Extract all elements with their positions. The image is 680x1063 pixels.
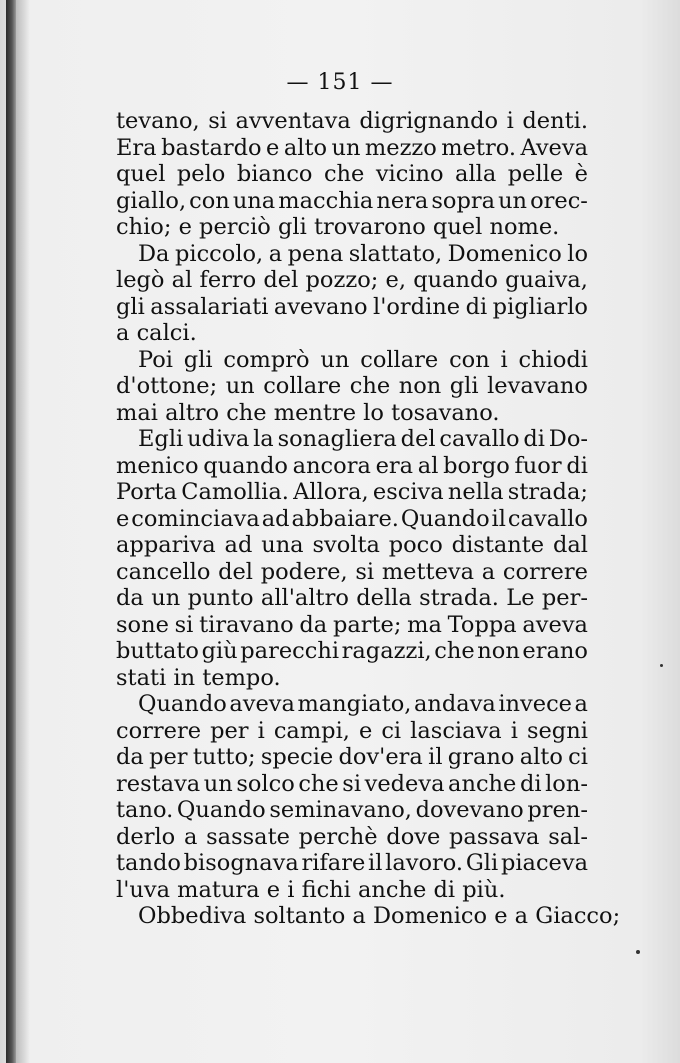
text-line: d'ottone; un collare che non gli levavano bbox=[116, 373, 588, 399]
text-line: restava un solco che si vedeva anche di lon- bbox=[116, 770, 588, 797]
text-line: gli assalariati avevano l'ordine di pigliarlo bbox=[116, 293, 588, 320]
text-line: da un punto all'altro della strada. Le per- bbox=[116, 585, 588, 611]
text-line: giallo, con una macchia nera sopra un orec- bbox=[116, 187, 588, 214]
text-line: derlo a sassate perchè dove passava sal- bbox=[116, 823, 588, 850]
text-line: Era bastardo e alto un mezzo metro. Aveva bbox=[116, 134, 588, 161]
text-line: da per tutto; specie dov'era il grano alto ci bbox=[116, 744, 588, 770]
spine-shadow bbox=[16, 0, 30, 1063]
text-line: quel pelo bianco che vicino alla pelle è bbox=[116, 161, 588, 187]
text-line: Obbediva soltanto a Domenico e a Giacco; bbox=[138, 903, 621, 929]
text-line: Poi gli comprò un collare con i chiodi bbox=[138, 346, 588, 373]
text-line: Porta Camollia. Allora, esciva nella strada; bbox=[116, 479, 588, 505]
text-line: tando bisognava rifare il lavoro. Gli piaceva bbox=[116, 850, 588, 876]
text-line: cancello del podere, si metteva a correre bbox=[116, 558, 588, 585]
text-line: stati in tempo. bbox=[116, 664, 281, 691]
speck-mark bbox=[636, 950, 640, 954]
text-line: a calci. bbox=[116, 320, 197, 346]
text-line: mai altro che mentre lo tosavano. bbox=[116, 399, 500, 426]
text-line: sone si tiravano da parte; ma Toppa aveva bbox=[116, 611, 588, 638]
text-line: Da piccolo, a pena slattato, Domenico lo bbox=[138, 240, 588, 267]
text-line: legò al ferro del pozzo; e, quando guaiva, bbox=[116, 267, 588, 293]
book-spine bbox=[6, 0, 16, 1063]
text-line: tevano, si avventava digrignando i denti. bbox=[116, 108, 588, 134]
text-line: correre per i campi, e ci lasciava i segni bbox=[116, 717, 588, 744]
text-line: l'uva matura e i fichi anche di più. bbox=[116, 876, 506, 903]
text-body bbox=[116, 108, 621, 930]
speck-mark bbox=[660, 664, 663, 667]
text-line: tano. Quando seminavano, dovevano pren- bbox=[116, 797, 588, 823]
text-line: e cominciava ad abbaiare. Quando il cavallo bbox=[116, 505, 588, 532]
text-line: Quando aveva mangiato, andava invece a bbox=[138, 691, 588, 717]
text-line: chio; e perciò gli trovarono quel nome. bbox=[116, 214, 560, 240]
text-line: menico quando ancora era al borgo fuor di bbox=[116, 452, 588, 479]
text-line: appariva ad una svolta poco distante dal bbox=[116, 532, 588, 558]
text-line: Egli udiva la sonagliera del cavallo di Do- bbox=[138, 426, 588, 452]
page-number: — 151 — bbox=[286, 70, 394, 95]
text-line: buttato giù parecchi ragazzi, che non erano bbox=[116, 638, 588, 664]
